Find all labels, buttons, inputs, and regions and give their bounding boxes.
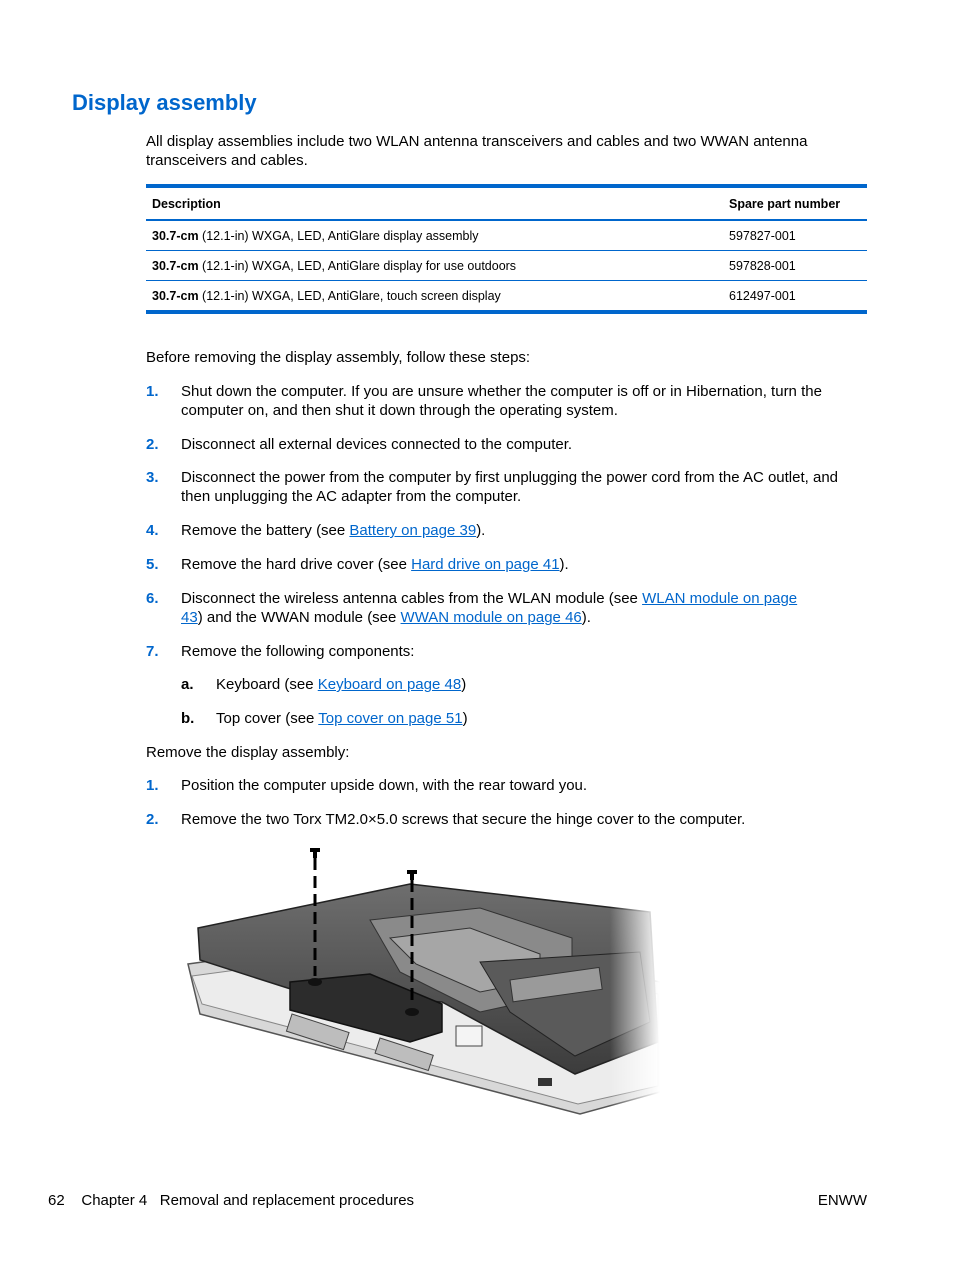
footer-left xyxy=(48,1192,414,1209)
step-text-part: ) xyxy=(461,676,467,693)
step-number: 2. xyxy=(146,436,159,453)
footer-right: ENWW xyxy=(817,1192,867,1209)
description-cell xyxy=(146,281,723,313)
keyboard-link[interactable]: Keyboard on page 48 xyxy=(317,676,462,693)
table-row xyxy=(146,251,867,281)
description-cell xyxy=(146,220,723,251)
substep-text xyxy=(216,675,466,694)
part-number-cell: 597828-001 xyxy=(723,251,867,281)
step-text: Remove the two Torx TM2.0×5.0 screws that secure the hinge cover to the computer. xyxy=(181,811,746,828)
size-label: 30.7-cm xyxy=(152,228,199,243)
step-text-part: ). xyxy=(581,609,591,626)
step-text-part: Disconnect the wireless antenna cables from the WLAN module (see xyxy=(181,590,643,607)
step-text-part: ) and the WWAN module (see xyxy=(197,609,401,626)
page-number: 62 xyxy=(48,1192,65,1209)
column-header-description: Description xyxy=(146,186,723,220)
table-row xyxy=(146,220,867,251)
spare-parts-table xyxy=(146,184,867,314)
step-number: 3. xyxy=(146,469,159,486)
step-number: 4. xyxy=(146,522,159,539)
size-label: 30.7-cm xyxy=(152,288,199,303)
step-text-part: Keyboard (see xyxy=(216,676,318,693)
step-text: Disconnect all external devices connected to the computer. xyxy=(181,436,573,453)
remove-display-paragraph: Remove the display assembly: xyxy=(146,744,350,761)
step-text-part: Remove the hard drive cover (see xyxy=(181,556,412,573)
before-steps-paragraph: Before removing the display assembly, follow these steps: xyxy=(146,349,531,366)
description-text: (12.1-in) WXGA, LED, AntiGlare, touch screen display xyxy=(198,288,501,303)
step-text xyxy=(181,589,821,627)
top-cover-link[interactable]: Top cover on page 51 xyxy=(318,710,463,727)
description-text: (12.1-in) WXGA, LED, AntiGlare display for use outdoors xyxy=(198,258,517,273)
step-text xyxy=(181,521,866,540)
substep-text xyxy=(216,709,468,728)
section-title: Display assembly xyxy=(72,90,257,115)
intro-paragraph: All display assemblies include two WLAN antenna transceivers and cables and two WWAN antenna transceivers and cables. xyxy=(146,133,808,169)
step-text-part: ). xyxy=(559,556,569,573)
computer-bottom-illustration xyxy=(180,842,660,1122)
step-text xyxy=(181,555,866,574)
step-text: Remove the following components: xyxy=(181,643,415,660)
description-text: (12.1-in) WXGA, LED, AntiGlare display assembly xyxy=(198,228,479,243)
step-text: Position the computer upside down, with the rear toward you. xyxy=(181,777,588,794)
step-text-part: ) xyxy=(462,710,468,727)
table-header-row xyxy=(146,186,867,220)
step-number: 1. xyxy=(146,383,159,400)
step-number: 2. xyxy=(146,811,159,828)
wlan-module-link[interactable]: WLAN module on page 43 xyxy=(181,590,798,626)
step-text-part: Top cover (see xyxy=(216,710,319,727)
part-number-cell: 612497-001 xyxy=(729,288,796,303)
step-number: 1. xyxy=(146,777,159,794)
size-label: 30.7-cm xyxy=(152,258,199,273)
column-header-part-number: Spare part number xyxy=(723,186,867,220)
hard-drive-link[interactable]: Hard drive on page 41 xyxy=(411,556,560,573)
wwan-module-link[interactable]: WWAN module on page 46 xyxy=(400,609,582,626)
step-number: 7. xyxy=(146,643,159,660)
description-cell xyxy=(146,251,723,281)
step-number: 6. xyxy=(146,590,159,607)
substep-letter: b. xyxy=(181,710,195,727)
battery-link[interactable]: Battery on page 39 xyxy=(349,522,477,539)
step-text-part: ). xyxy=(476,522,486,539)
chapter-title: Chapter 4 Removal and replacement procedures xyxy=(81,1192,415,1209)
step-text: Shut down the computer. If you are unsure whether the computer is off or in Hibernation, turn the computer on, and then shut it down through the operating system. xyxy=(181,383,822,419)
part-number-cell: 597827-001 xyxy=(723,220,867,251)
table-row xyxy=(146,281,867,313)
step-text: Disconnect the power from the computer by first unplugging the power cord from the AC outlet, and then unplugging the AC adapter from the computer. xyxy=(181,469,839,505)
substep-letter: a. xyxy=(181,676,194,693)
step-number: 5. xyxy=(146,556,159,573)
step-text-part: Remove the battery (see xyxy=(181,522,350,539)
